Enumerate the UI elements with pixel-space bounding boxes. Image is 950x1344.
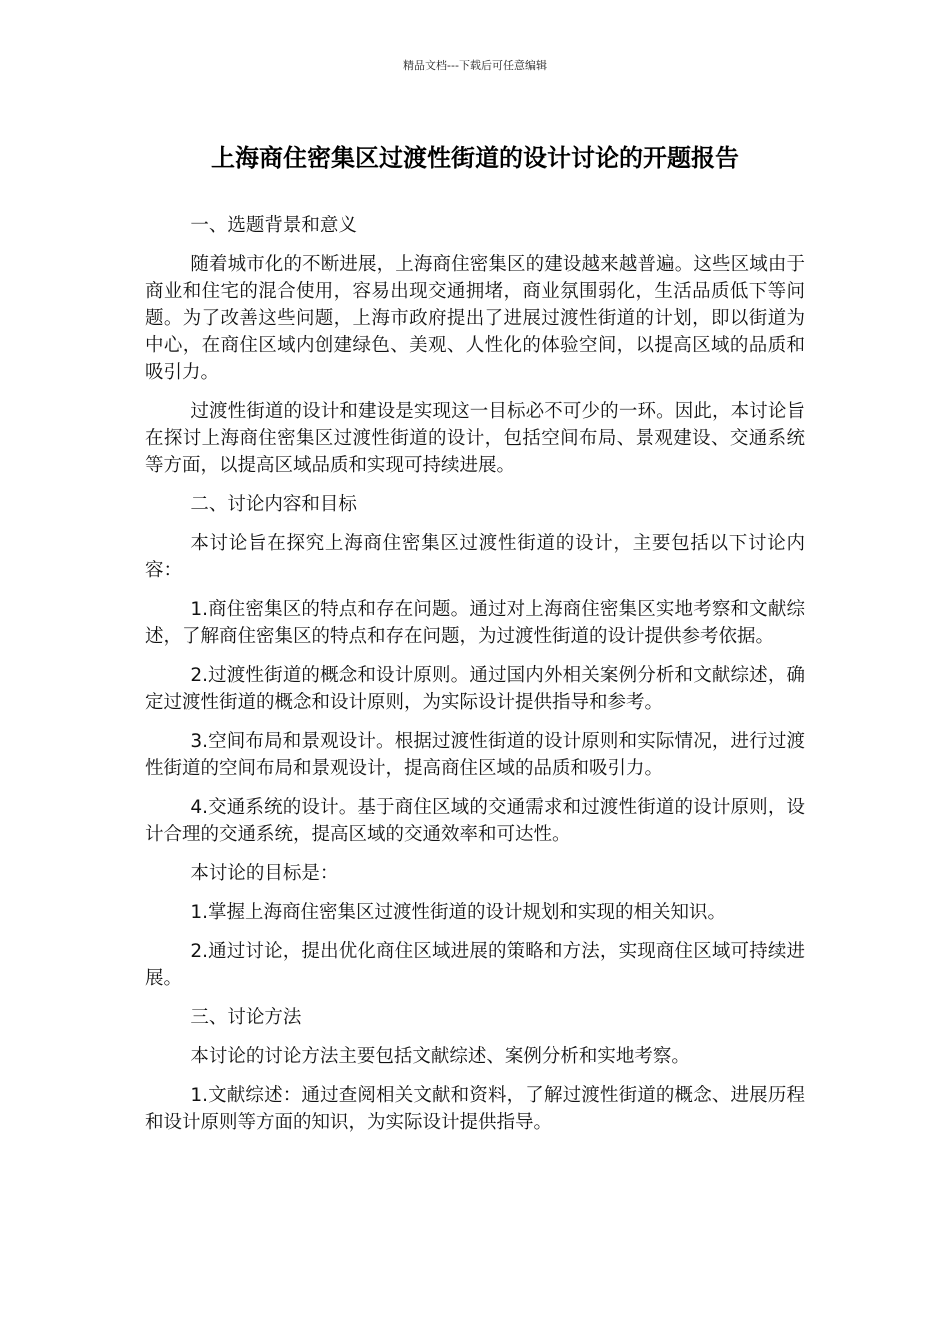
- paragraph-background-1: 随着城市化的不断进展，上海商住密集区的建设越来越普遍。这些区域由于商业和住宅的混合使用，容易出现交通拥堵，商业氛围弱化，生活品质低下等问题。为了改善这些问题，上海市政府提出了进展过渡性街道的计划，即以街道为中心，在商住区域内创建绿色、美观、人性化的体验空间，以提高区域的品质和吸引力。: [145, 254, 805, 383]
- section-heading-methods: 三、讨论方法: [190, 1007, 302, 1028]
- paragraph-methods-intro: 本讨论的讨论方法主要包括文献综述、案例分析和实地考察。: [190, 1046, 690, 1067]
- paragraph-content-intro: 本讨论旨在探究上海商住密集区过渡性街道的设计，主要包括以下讨论内容：: [145, 533, 805, 581]
- page-header-note: 精品文档---下载后可任意编辑: [403, 59, 547, 72]
- document-body: [145, 212, 805, 1148]
- section-heading-background: 一、选题背景和意义: [190, 215, 357, 236]
- document-title: 上海商住密集区过渡性街道的设计讨论的开题报告: [211, 144, 739, 172]
- paragraph-goals-intro: 本讨论的目标是：: [190, 863, 339, 884]
- paragraph-content-item-2: 2.过渡性街道的概念和设计原则。通过国内外相关案例分析和文献综述，确定过渡性街道的概念和设计原则，为实际设计提供指导和参考。: [145, 665, 805, 713]
- paragraph-content-item-4: 4.交通系统的设计。基于商住区域的交通需求和过渡性街道的设计原则，设计合理的交通系统，提高区域的交通效率和可达性。: [145, 797, 805, 845]
- paragraph-method-1: 1.文献综述：通过查阅相关文献和资料，了解过渡性街道的概念、进展历程和设计原则等方面的知识，为实际设计提供指导。: [145, 1085, 805, 1133]
- paragraph-goal-1: 1.掌握上海商住密集区过渡性街道的设计规划和实现的相关知识。: [190, 902, 726, 923]
- paragraph-goal-2: 2.通过讨论，提出优化商住区域进展的策略和方法，实现商住区域可持续进展。: [145, 941, 805, 989]
- section-heading-content-goals: 二、讨论内容和目标: [190, 494, 357, 515]
- paragraph-content-item-1: 1.商住密集区的特点和存在问题。通过对上海商住密集区实地考察和文献综述，了解商住密集区的特点和存在问题，为过渡性街道的设计提供参考依据。: [145, 599, 805, 647]
- paragraph-background-2: 过渡性街道的设计和建设是实现这一目标必不可少的一环。因此，本讨论旨在探讨上海商住密集区过渡性街道的设计，包括空间布局、景观建设、交通系统等方面，以提高区域品质和实现可持续进展。: [145, 401, 805, 476]
- paragraph-content-item-3: 3.空间布局和景观设计。根据过渡性街道的设计原则和实际情况，进行过渡性街道的空间布局和景观设计，提高商住区域的品质和吸引力。: [145, 731, 805, 779]
